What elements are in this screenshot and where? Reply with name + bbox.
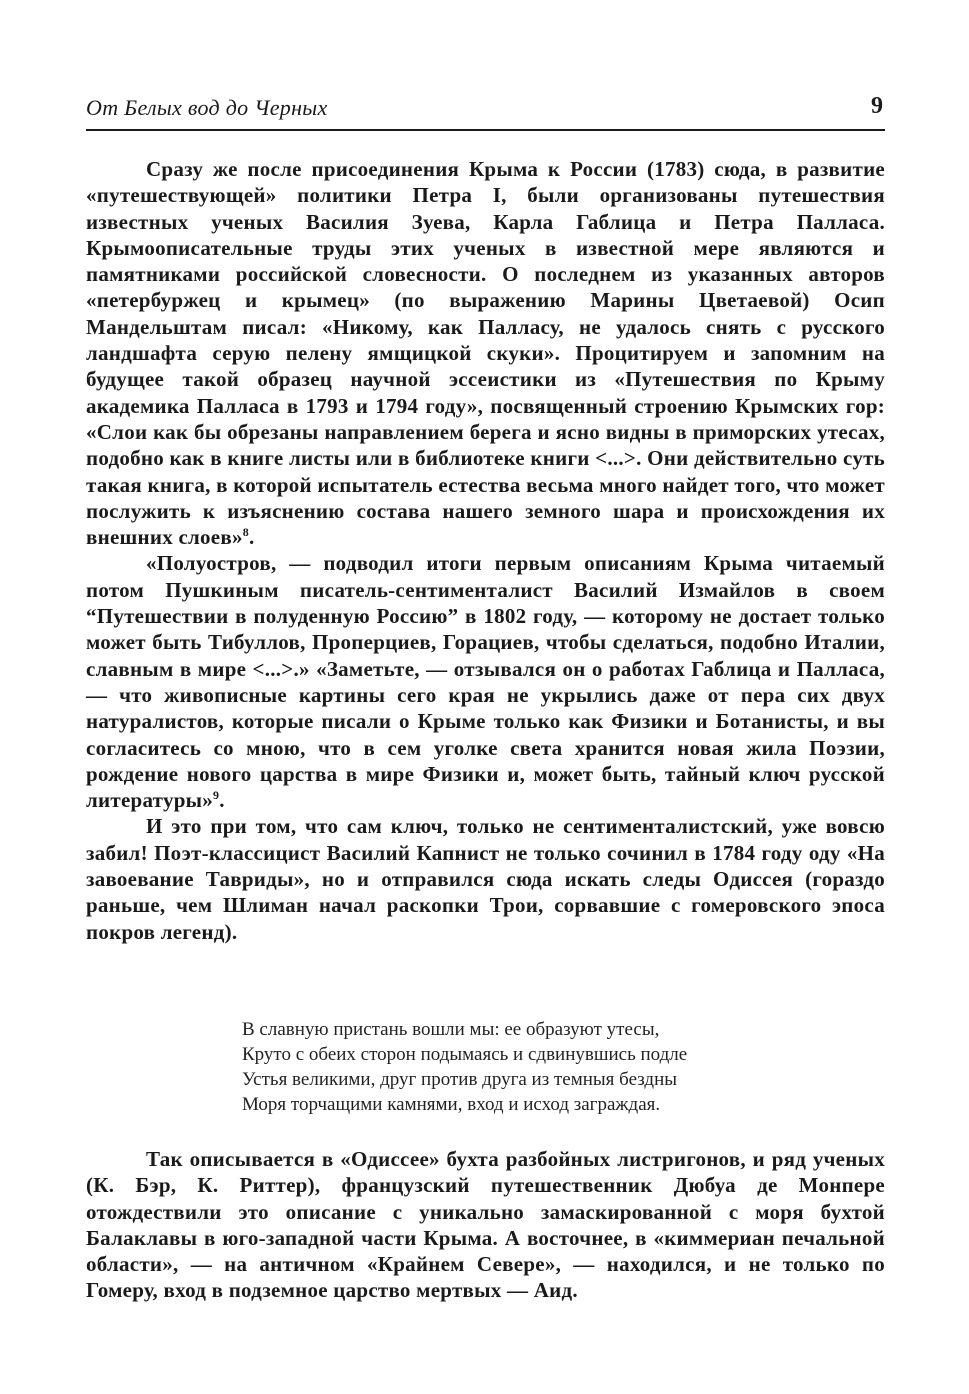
- verse-quotation: [242, 1017, 842, 1117]
- footnote-ref[interactable]: 9: [213, 788, 220, 803]
- closing-text: [86, 1146, 885, 1304]
- paragraph-text: Сразу же после присоединения Крыма к России (1783) сюда, в развитие «путешествующей» политики Петра I, были организованы путешествия известных ученых Василия Зуева, Карла Габлица и Петра Палласа. Крымоописательные труды этих ученых в известной мере являются и памятниками российской словесности. О последнем из указанных авторов «петербуржец и крымец» (по выражению Марины Цветаевой) Осип Мандельштам писал: «Никому, как Палласу, не удалось снять с русского ландшафта серую пелену ямщицкой скуки». Процитируем и запомним на будущее такой образец научной эссеистики из «Путешествия по Крыму академика Палласа в 1793 и 1794 году», посвященный строению Крымских гор: «Слои как бы обрезаны направлением берега и ясно видны в приморских утесах, подобно как в книге листы или в библиотеке книги <...>. Они действительно суть такая книга, в которой испытатель естества весьма много найдет того, что может послужить к изъяснению состава нашего земного шара и происхождения их внешних слоев»: [86, 157, 885, 550]
- paragraph: «Полуостров, — подводил итоги первым описаниям Крыма читаемый потом Пушкиным писатель-сентименталист Василий Измайлов в своем “Путешествии в полуденную Россию” в 1802 году, — которому не достает только может быть Тибуллов, Проперциев, Горациев, чтобы сделаться, подобно Италии, славным в мире <...>.» «Заметьте, — отзывался он о работах Габлица и Палласа, — что живописные картины сего края не укрылись даже от пера сих двух натуралистов, которые писали о Крыме только как Физики и Ботанисты, и вы согласитесь со мною, что в сем уголке света хранится новая жила Поэзии, рождение нового царства в мире Физики и, может быть, тайный ключ русской литературы»$^9$.: [86, 551, 885, 813]
- verse-line: Устья великими, друг против друга из темныя бездны: [242, 1069, 678, 1090]
- verse-line: Моря торчащими камнями, вход и исход заграждая.: [242, 1094, 661, 1115]
- paragraph: [86, 813, 885, 944]
- paragraph-text: И это при том, что сам ключ, только не сентименталистский, уже вовсю забил! Поэт-классицист Василий Капнист не только сочинил в 1784 году оду «На завоевание Тавриды», но и отправился сюда искать следы Одиссея (гораздо раньше, чем Шлиман начал раскопки Трои, сорвавшие с гомеровского эпоса покров легенд).: [86, 814, 885, 944]
- footnote-ref[interactable]: 8: [242, 525, 249, 540]
- paragraph-text: «Полуостров, — подводил итоги первым описаниям Крыма читаемый потом Пушкиным писатель-сентименталист Василий Измайлов в своем “Путешествии в полуденную Россию” в 1802 году, — которому не достает только может быть Тибуллов, Проперциев, Горациев, чтобы сделаться, подобно Италии, славным в мире <...>.» «Заметьте, — отзывался он о работах Габлица и Палласа, — что живописные картины сего края не укрылись даже от пера сих двух натуралистов, которые писали о Крыме только как Физики и Ботанисты, и вы согласитесь со мною, что в сем уголке света хранится новая жила Поэзии, рождение нового царства в мире Физики и, может быть, тайный ключ русской литературы»: [86, 551, 885, 813]
- paragraph: Сразу же после присоединения Крыма к России (1783) сюда, в развитие «путешествующей» политики Петра I, были организованы путешествия известных ученых Василия Зуева, Карла Габлица и Петра Палласа. Крымоописательные труды этих ученых в известной мере являются и памятниками российской словесности. О последнем из указанных авторов «петербуржец и крымец» (по выражению Марины Цветаевой) Осип Мандельштам писал: «Никому, как Палласу, не удалось снять с русского ландшафта серую пелену ямщицкой скуки». Процитируем и запомним на будущее такой образец научной эссеистики из «Путешествия по Крыму академика Палласа в 1793 и 1794 году», посвященный строению Крымских гор: «Слои как бы обрезаны направлением берега и ясно видны в приморских утесах, подобно как в книге листы или в библиотеке книги <...>. Они действительно суть такая книга, в которой испытатель естества весьма много найдет того, что может послужить к изъяснению состава нашего земного шара и происхождения их внешних слоев»$^8$.: [86, 157, 885, 550]
- verse-line: Круто с обеих сторон подымаясь и сдвинувшись подле: [242, 1044, 688, 1065]
- running-title: От Белых вод до Черных: [86, 95, 328, 120]
- body-text: [86, 156, 885, 945]
- verse-line: В славную пристань вошли мы: ее образуют утесы,: [242, 1019, 660, 1040]
- page-number: 9: [871, 93, 883, 119]
- paragraph: Так описывается в «Одиссее» бухта разбойных листригонов, и ряд ученых (К. Бэр, К. Риттер), французский путешественник Дюбуа де Монпере отождествили это описание с уникально замаскированной с моря бухтой Балаклавы в юго-западной части Крыма. А восточнее, в «киммериан печальной области», — на античном «Крайнем Севере», — находился, и не только по Гомеру, вход в подземное царство мертвых — Аид.: [86, 1147, 885, 1303]
- running-header: [86, 93, 885, 131]
